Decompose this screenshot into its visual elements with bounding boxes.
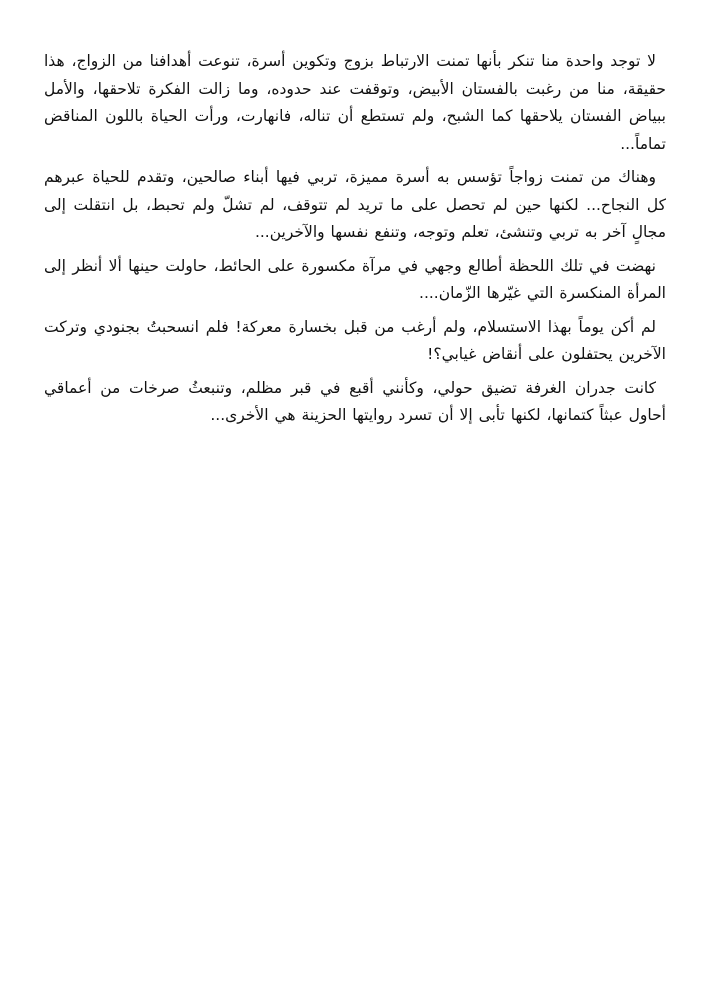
paragraph-5: كانت جدران الغرفة تضيق حولي، وكأنني أقبع في قبر مظلم، وتنبعثُ صرخات من أعماقي أحاول عبثاً كتمانها، لكنها تأبى إلا أن تسرد روايتها الحزينة هي الأخرى...	[44, 378, 666, 424]
paragraph-1: لا توجد واحدة منا تنكر بأنها تمنت الارتباط بزوج وتكوين أسرة، تنوعت أهدافنا من الزواج، هذا حقيقة، منا من رغبت بالفستان الأبيض، وتوقفت عند حدوده، وما زالت الفكرة تلاحقها، والأمل ببياض الفستان يلاحقها كما الشبح، ولم تستطع أن تناله، فانهارت، ورأت الحياة باللون المناقض تماماً...	[44, 52, 666, 153]
paragraph-3: نهضت في تلك اللحظة أطالع وجهي في مرآة مكسورة على الحائط، حاولت حينها ألا أنظر إلى المرأة المنكسرة التي غيّرها الزّمان....	[44, 256, 666, 302]
paragraph-2: وهناك من تمنت زواجاً تؤسس به أسرة مميزة، تربي فيها أبناء صالحين، وتقدم للحياة عبرهم كل النجاح... لكنها حين لم تحصل على ما تريد لم تتوقف، لم تشلّ ولم تحبط، بل انتقلت إلى مجالٍ آخر به تربي وتنشئ، تعلم وتوجه، وتنفع نفسها والآخرين...	[44, 168, 666, 241]
document-body	[44, 48, 666, 436]
paragraph-4: لم أكن يوماً بهذا الاستسلام، ولم أرغب من قبل بخسارة معركة! فلم انسحبتُ بجنودي وتركت الآخرين يحتفلون على أنقاض غيابي؟!	[44, 317, 666, 363]
